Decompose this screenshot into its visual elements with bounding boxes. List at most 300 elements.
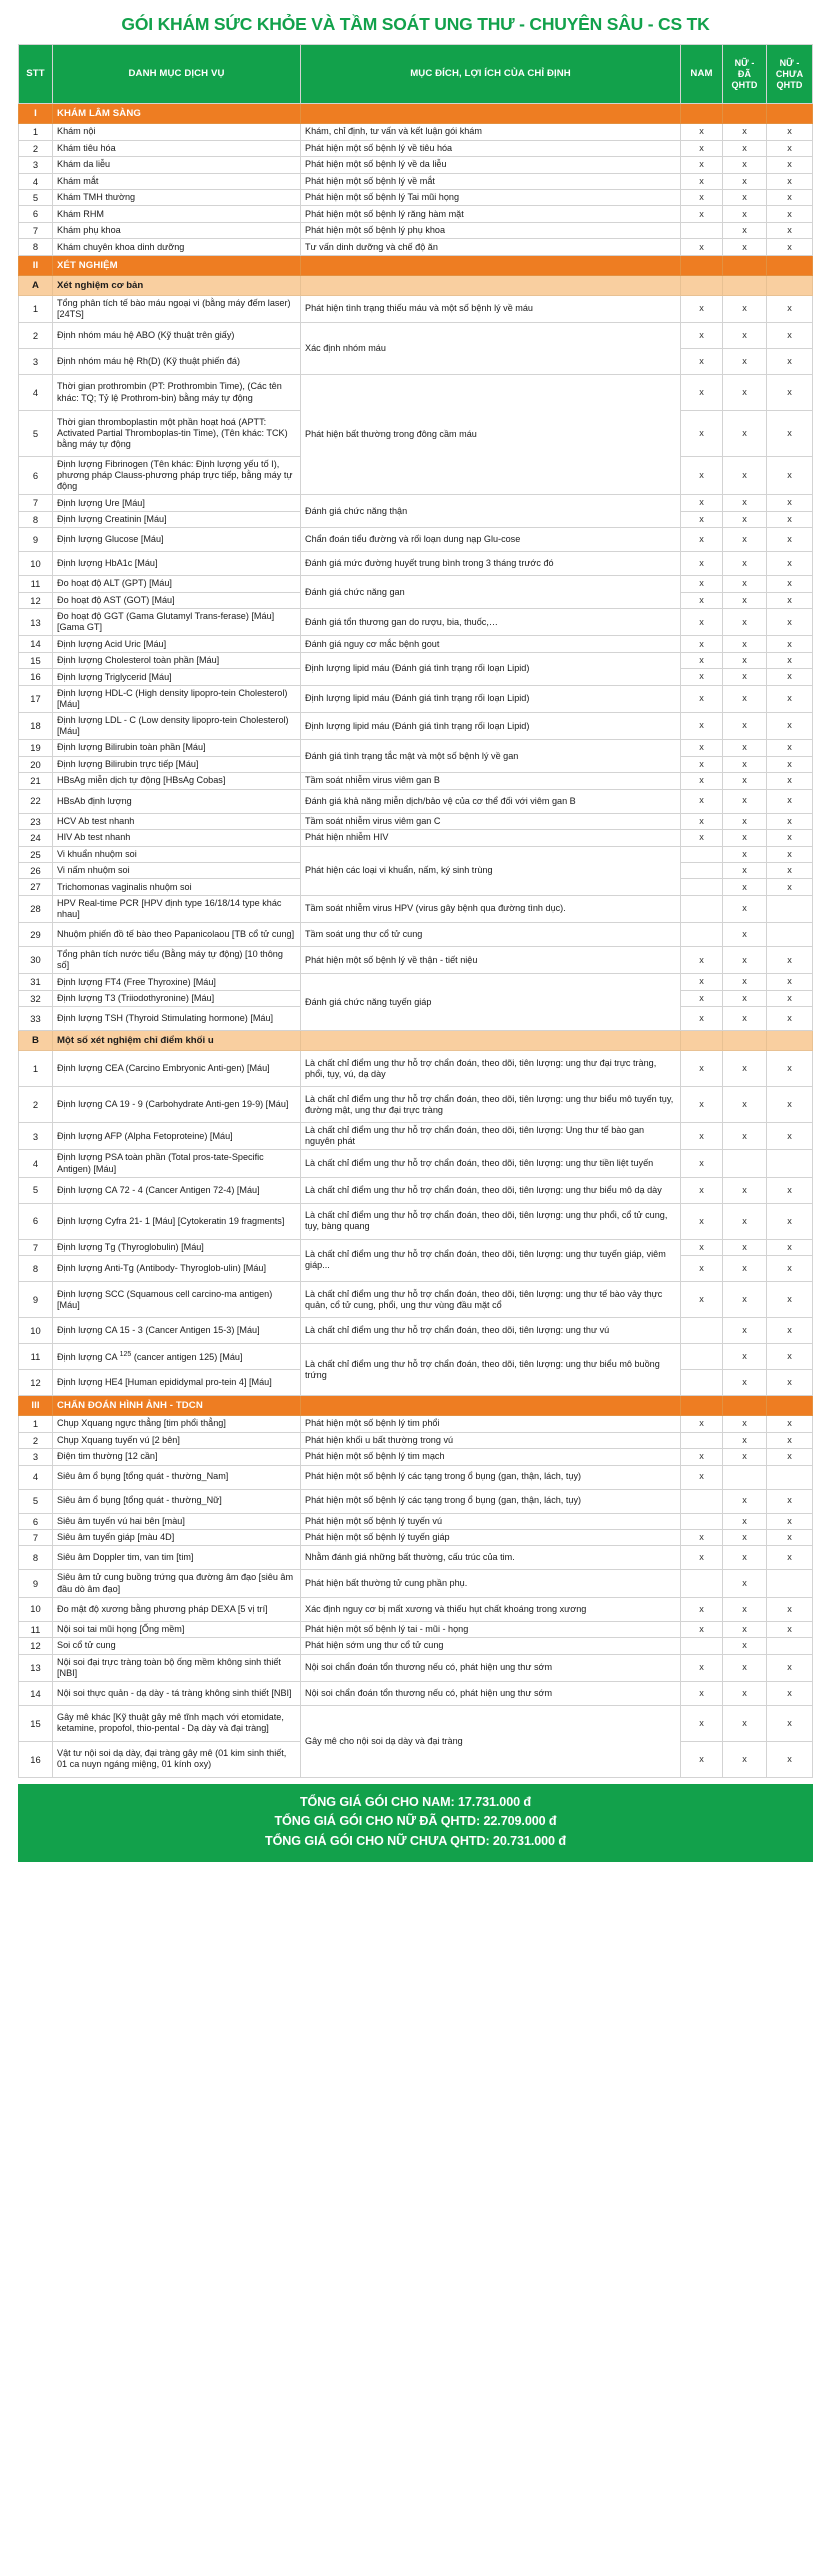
service-name: Chụp Xquang ngực thẳng [tim phổi thẳng] <box>53 1416 301 1432</box>
mark-nu-chua-qhtd: x <box>767 375 813 411</box>
mark-nu-chua-qhtd: x <box>767 1705 813 1741</box>
mark-nu-chua-qhtd <box>767 1150 813 1177</box>
table-row <box>19 685 813 712</box>
service-purpose: Phát hiện một số bệnh lý Tai mũi họng <box>301 190 681 206</box>
service-purpose: Đánh giá tình trạng tắc mật và một số bệnh lý về gan <box>301 740 681 773</box>
table-row <box>19 1123 813 1150</box>
row-number: 6 <box>19 206 53 222</box>
table-row <box>19 1203 813 1239</box>
service-name: Định lượng CA $^{125}$ (cancer antigen 125) [Máu] <box>53 1344 301 1370</box>
row-number: 1 <box>19 295 53 322</box>
mark-nam <box>681 1432 723 1448</box>
service-name: Nội soi thực quản - dạ dày - tá tràng không sinh thiết [NBI] <box>53 1681 301 1705</box>
table-row <box>19 375 813 411</box>
mark-nam <box>681 1513 723 1529</box>
row-number: 25 <box>19 846 53 862</box>
table-row <box>19 222 813 238</box>
service-name: Khám tiêu hóa <box>53 140 301 156</box>
table-row <box>19 923 813 947</box>
mark-nu-chua-qhtd: x <box>767 1741 813 1777</box>
mark-nu-da-qhtd: x <box>723 1051 767 1087</box>
service-name: Định lượng Bilirubin trực tiếp [Máu] <box>53 756 301 772</box>
mark-nu-da-qhtd: x <box>723 1449 767 1465</box>
service-name: Đo hoạt độ AST (GOT) [Máu] <box>53 592 301 608</box>
mark-nam: x <box>681 206 723 222</box>
row-number: 5 <box>19 190 53 206</box>
row-number: 9 <box>19 1570 53 1597</box>
mark-nam: x <box>681 552 723 576</box>
mark-nu-da-qhtd: x <box>723 789 767 813</box>
service-purpose: Phát hiện một số bệnh lý tai - mũi - họng <box>301 1621 681 1637</box>
service-name: Định lượng Glucose [Máu] <box>53 528 301 552</box>
service-name: Thời gian thromboplastin một phần hoạt hoá (APTT: Activated Partial Thromboplas-tin Time), (Tên khác: TCK) bằng máy tự động <box>53 411 301 457</box>
service-purpose: Phát hiện sớm ung thư cổ tử cung <box>301 1638 681 1654</box>
service-name: Định lượng CEA (Carcino Embryonic Anti-gen) [Máu] <box>53 1051 301 1087</box>
total-nu-chua-qhtd: TỔNG GIÁ GÓI CHO NỮ CHƯA QHTD: 20.731.000 đ <box>265 1833 566 1848</box>
total-nam: TỔNG GIÁ GÓI CHO NAM: 17.731.000 đ <box>299 1794 532 1809</box>
service-purpose: Phát hiện một số bệnh lý tuyến giáp <box>301 1529 681 1545</box>
mark-nam: x <box>681 157 723 173</box>
mark-nu-da-qhtd: x <box>723 1177 767 1203</box>
row-number: 23 <box>19 813 53 829</box>
mark-nam: x <box>681 1654 723 1681</box>
service-name: Vi nấm nhuộm soi <box>53 863 301 879</box>
service-name: Khám da liễu <box>53 157 301 173</box>
table-row <box>19 813 813 829</box>
section-mark-nu-da <box>723 275 767 295</box>
mark-nu-da-qhtd: x <box>723 124 767 140</box>
service-name: Định nhóm máu hệ ABO (Kỹ thuật trên giấy) <box>53 323 301 349</box>
section-number: B <box>19 1031 53 1051</box>
mark-nu-chua-qhtd: x <box>767 190 813 206</box>
section-label: Xét nghiệm cơ bản <box>53 275 301 295</box>
service-purpose: Là chất chỉ điểm ung thư hỗ trợ chẩn đoán, theo dõi, tiên lượng: ung thư tuyến giáp, viêm giáp... <box>301 1239 681 1281</box>
mark-nam: x <box>681 789 723 813</box>
row-number: 5 <box>19 411 53 457</box>
service-name: Định lượng PSA toàn phần (Total pros-tate-Specific Antigen) [Máu] <box>53 1150 301 1177</box>
col-header-service: DANH MỤC DỊCH VỤ <box>53 45 301 104</box>
mark-nu-chua-qhtd: x <box>767 1432 813 1448</box>
table-row <box>19 652 813 668</box>
service-purpose: Tầm soát nhiễm virus viêm gan C <box>301 813 681 829</box>
table-row <box>19 1449 813 1465</box>
service-purpose: Tầm soát nhiễm virus viêm gan B <box>301 773 681 789</box>
mark-nu-chua-qhtd: x <box>767 1203 813 1239</box>
row-number: 26 <box>19 863 53 879</box>
mark-nu-chua-qhtd: x <box>767 511 813 527</box>
mark-nam: x <box>681 947 723 974</box>
row-number: 31 <box>19 974 53 990</box>
table-header <box>19 45 813 104</box>
mark-nu-chua-qhtd: x <box>767 124 813 140</box>
table-row <box>19 1621 813 1637</box>
table-row <box>19 846 813 862</box>
service-name: Tổng phân tích nước tiểu (Bằng máy tự động) [10 thông số] <box>53 947 301 974</box>
service-name: Soi cổ tử cung <box>53 1638 301 1654</box>
table-body <box>19 104 813 1778</box>
mark-nu-da-qhtd: x <box>723 1416 767 1432</box>
mark-nu-da-qhtd: x <box>723 990 767 1006</box>
mark-nu-chua-qhtd: x <box>767 846 813 862</box>
service-name: Định lượng Fibrinogen (Tên khác: Định lượng yếu tố I), phương pháp Clauss-phương pháp trực tiếp, bằng máy tự động <box>53 457 301 495</box>
mark-nam <box>681 1344 723 1370</box>
service-name: Định lượng CA 72 - 4 (Cancer Antigen 72-4) [Máu] <box>53 1177 301 1203</box>
mark-nam: x <box>681 1123 723 1150</box>
row-number: 1 <box>19 124 53 140</box>
row-number: 4 <box>19 1465 53 1489</box>
table-row <box>19 239 813 255</box>
mark-nu-da-qhtd: x <box>723 592 767 608</box>
service-name: Nhuộm phiến đồ tế bào theo Papanicolaou [TB cổ tử cung] <box>53 923 301 947</box>
mark-nu-da-qhtd: x <box>723 1489 767 1513</box>
row-number: 28 <box>19 895 53 922</box>
mark-nu-chua-qhtd: x <box>767 411 813 457</box>
mark-nu-da-qhtd: x <box>723 157 767 173</box>
table-row <box>19 1513 813 1529</box>
service-name: Định lượng HbA1c [Máu] <box>53 552 301 576</box>
mark-nu-da-qhtd: x <box>723 457 767 495</box>
mark-nu-da-qhtd: x <box>723 1344 767 1370</box>
table-row <box>19 1654 813 1681</box>
mark-nu-da-qhtd: x <box>723 295 767 322</box>
superscript-125: 125 <box>119 1350 132 1358</box>
section-row <box>19 1396 813 1416</box>
mark-nu-da-qhtd: x <box>723 846 767 862</box>
row-number: 1 <box>19 1051 53 1087</box>
mark-nam <box>681 846 723 862</box>
mark-nam: x <box>681 323 723 349</box>
table-row <box>19 295 813 322</box>
mark-nu-da-qhtd: x <box>723 1597 767 1621</box>
mark-nu-da-qhtd: x <box>723 685 767 712</box>
service-name: HIV Ab test nhanh <box>53 830 301 846</box>
mark-nu-chua-qhtd: x <box>767 140 813 156</box>
row-number: 8 <box>19 1546 53 1570</box>
mark-nam: x <box>681 974 723 990</box>
mark-nu-da-qhtd: x <box>723 773 767 789</box>
mark-nam <box>681 1489 723 1513</box>
mark-nam: x <box>681 1681 723 1705</box>
service-purpose: Nội soi chẩn đoán tổn thương nếu có, phát hiện ung thư sớm <box>301 1654 681 1681</box>
mark-nu-chua-qhtd <box>767 1465 813 1489</box>
mark-nu-chua-qhtd: x <box>767 1256 813 1282</box>
row-number: 5 <box>19 1177 53 1203</box>
section-mark-nu-da <box>723 1031 767 1051</box>
mark-nu-chua-qhtd: x <box>767 990 813 1006</box>
mark-nu-chua-qhtd: x <box>767 863 813 879</box>
total-nu-da-qhtd: TỔNG GIÁ GÓI CHO NỮ ĐÃ QHTD: 22.709.000 đ <box>274 1814 557 1829</box>
section-number: I <box>19 104 53 124</box>
mark-nu-chua-qhtd: x <box>767 1239 813 1255</box>
mark-nam <box>681 863 723 879</box>
table-row <box>19 1087 813 1123</box>
mark-nam: x <box>681 495 723 511</box>
service-purpose: Đánh giá nguy cơ mắc bệnh gout <box>301 636 681 652</box>
table-row <box>19 1546 813 1570</box>
mark-nu-chua-qhtd: x <box>767 740 813 756</box>
service-name: Định lượng Anti-Tg (Antibody- Thyroglob-ulin) [Máu] <box>53 1256 301 1282</box>
service-name: Khám TMH thường <box>53 190 301 206</box>
service-name: Định lượng CA 19 - 9 (Carbohydrate Anti-gen 19-9) [Máu] <box>53 1087 301 1123</box>
row-number: 33 <box>19 1007 53 1031</box>
mark-nu-da-qhtd: x <box>723 349 767 375</box>
service-name: Định lượng Creatinin [Máu] <box>53 511 301 527</box>
row-number: 7 <box>19 1529 53 1545</box>
service-purpose: Phát hiện một số bệnh lý về da liễu <box>301 157 681 173</box>
service-name: Siêu âm ổ bụng [tổng quát - thường_Nam] <box>53 1465 301 1489</box>
table-row <box>19 830 813 846</box>
row-number: 30 <box>19 947 53 974</box>
service-name: Siêu âm tử cung buồng trứng qua đường âm đạo [siêu âm đầu dò âm đạo] <box>53 1570 301 1597</box>
row-number: 2 <box>19 140 53 156</box>
row-number: 4 <box>19 375 53 411</box>
row-number: 13 <box>19 1654 53 1681</box>
table-row <box>19 1282 813 1318</box>
section-mark-nu-da <box>723 1396 767 1416</box>
row-number: 6 <box>19 1513 53 1529</box>
table-row <box>19 773 813 789</box>
table-row <box>19 140 813 156</box>
table-row <box>19 1051 813 1087</box>
mark-nam: x <box>681 140 723 156</box>
mark-nu-da-qhtd: x <box>723 1570 767 1597</box>
mark-nu-chua-qhtd: x <box>767 1513 813 1529</box>
service-name: HCV Ab test nhanh <box>53 813 301 829</box>
table-row <box>19 495 813 511</box>
mark-nu-da-qhtd: x <box>723 756 767 772</box>
mark-nam <box>681 895 723 922</box>
table-row <box>19 124 813 140</box>
mark-nu-da-qhtd: x <box>723 1203 767 1239</box>
mark-nam: x <box>681 740 723 756</box>
service-name: Định lượng SCC (Squamous cell carcino-ma antigen) [Máu] <box>53 1282 301 1318</box>
section-label: CHẨN ĐOÁN HÌNH ẢNH - TDCN <box>53 1396 301 1416</box>
service-purpose: Phát hiện một số bệnh lý về mắt <box>301 173 681 189</box>
section-mark-nu-chua <box>767 1396 813 1416</box>
mark-nu-chua-qhtd: x <box>767 1318 813 1344</box>
table-row <box>19 1239 813 1255</box>
row-number: 16 <box>19 1741 53 1777</box>
service-name: Siêu âm ổ bụng [tổng quát - thường_Nữ] <box>53 1489 301 1513</box>
mark-nu-chua-qhtd: x <box>767 1282 813 1318</box>
section-row <box>19 104 813 124</box>
mark-nu-chua-qhtd: x <box>767 1087 813 1123</box>
section-spacer <box>301 104 681 124</box>
mark-nu-da-qhtd: x <box>723 652 767 668</box>
row-number: 8 <box>19 239 53 255</box>
service-purpose: Phát hiện một số bệnh lý về tiêu hóa <box>301 140 681 156</box>
row-number: 6 <box>19 457 53 495</box>
row-number: 4 <box>19 173 53 189</box>
mark-nam: x <box>681 1239 723 1255</box>
service-purpose: Định lượng lipid máu (Đánh giá tình trạng rối loạn Lipid) <box>301 685 681 712</box>
row-number: 8 <box>19 1256 53 1282</box>
row-number: 9 <box>19 528 53 552</box>
row-number: 15 <box>19 1705 53 1741</box>
mark-nam: x <box>681 1597 723 1621</box>
mark-nu-da-qhtd: x <box>723 1239 767 1255</box>
mark-nam: x <box>681 1087 723 1123</box>
service-name: Vật tư nội soi dạ dày, đại tràng gây mê (01 kim sinh thiết, 01 ca nuyn ngáng miệng, 01 kính oxy) <box>53 1741 301 1777</box>
mark-nu-da-qhtd: x <box>723 173 767 189</box>
col-header-nu-da-qhtd: NỮ - ĐÃ QHTD <box>723 45 767 104</box>
row-number: 10 <box>19 1318 53 1344</box>
mark-nu-chua-qhtd: x <box>767 222 813 238</box>
mark-nam <box>681 1570 723 1597</box>
mark-nu-chua-qhtd: x <box>767 947 813 974</box>
mark-nu-da-qhtd: x <box>723 222 767 238</box>
col-header-stt: STT <box>19 45 53 104</box>
mark-nu-chua-qhtd: x <box>767 528 813 552</box>
mark-nu-da-qhtd: x <box>723 1529 767 1545</box>
mark-nu-chua-qhtd: x <box>767 1654 813 1681</box>
mark-nu-chua-qhtd: x <box>767 1051 813 1087</box>
mark-nu-chua-qhtd: x <box>767 1546 813 1570</box>
service-name: Tổng phân tích tế bào máu ngoại vi (bằng máy đếm laser) [24TS] <box>53 295 301 322</box>
row-number: 16 <box>19 669 53 685</box>
service-purpose: Tầm soát nhiễm virus HPV (virus gây bệnh qua đường tình dục). <box>301 895 681 922</box>
mark-nu-da-qhtd: x <box>723 923 767 947</box>
col-header-purpose: MỤC ĐÍCH, LỢI ÍCH CỦA CHỈ ĐỊNH <box>301 45 681 104</box>
header-row <box>19 45 813 104</box>
mark-nam <box>681 879 723 895</box>
service-purpose: Tầm soát ung thư cổ tử cung <box>301 923 681 947</box>
section-mark-nu-da <box>723 104 767 124</box>
service-name: Điện tim thường [12 cần] <box>53 1449 301 1465</box>
section-label: XÉT NGHIỆM <box>53 255 301 275</box>
mark-nam: x <box>681 636 723 652</box>
mark-nu-chua-qhtd: x <box>767 974 813 990</box>
table-row <box>19 974 813 990</box>
service-name: Định lượng Cyfra 21- 1 [Máu] [Cytokeratin 19 fragments] <box>53 1203 301 1239</box>
service-purpose: Là chất chỉ điểm ung thư hỗ trợ chẩn đoán, theo dõi, tiên lượng: ung thư biểu mô buồng trứng <box>301 1344 681 1396</box>
mark-nam: x <box>681 1256 723 1282</box>
table-row <box>19 552 813 576</box>
row-number: 22 <box>19 789 53 813</box>
service-name: Đo mật độ xương bằng phương pháp DEXA [5 vị trí] <box>53 1597 301 1621</box>
row-number: 4 <box>19 1150 53 1177</box>
mark-nu-da-qhtd: x <box>723 947 767 974</box>
service-name: Chụp Xquang tuyến vú [2 bên] <box>53 1432 301 1448</box>
section-mark-nam <box>681 1031 723 1051</box>
mark-nam: x <box>681 1051 723 1087</box>
mark-nu-chua-qhtd: x <box>767 669 813 685</box>
section-spacer <box>301 275 681 295</box>
section-mark-nam <box>681 275 723 295</box>
service-name: Siêu âm tuyến giáp [màu 4D] <box>53 1529 301 1545</box>
table-row <box>19 576 813 592</box>
row-number: 17 <box>19 685 53 712</box>
mark-nu-chua-qhtd <box>767 1570 813 1597</box>
mark-nu-da-qhtd: x <box>723 576 767 592</box>
service-purpose: Nhằm đánh giá những bất thường, cấu trúc của tim. <box>301 1546 681 1570</box>
mark-nu-chua-qhtd: x <box>767 592 813 608</box>
section-label: KHÁM LÂM SÀNG <box>53 104 301 124</box>
row-number: 2 <box>19 1087 53 1123</box>
service-purpose: Phát hiện bất thường trong đông cầm máu <box>301 375 681 495</box>
mark-nu-chua-qhtd: x <box>767 1621 813 1637</box>
service-name: Định lượng CA 15 - 3 (Cancer Antigen 15-3) [Máu] <box>53 1318 301 1344</box>
service-name: Định lượng HE4 [Human epididymal pro-tein 4] [Máu] <box>53 1370 301 1396</box>
mark-nu-da-qhtd: x <box>723 239 767 255</box>
mark-nam <box>681 923 723 947</box>
mark-nam: x <box>681 1621 723 1637</box>
mark-nam: x <box>681 124 723 140</box>
mark-nu-chua-qhtd: x <box>767 756 813 772</box>
table-row <box>19 895 813 922</box>
service-name: Đo hoạt độ GGT (Gama Glutamyl Trans-ferase) [Máu] [Gama GT] <box>53 609 301 636</box>
mark-nu-chua-qhtd: x <box>767 1007 813 1031</box>
mark-nu-chua-qhtd: x <box>767 1681 813 1705</box>
mark-nu-chua-qhtd: x <box>767 1449 813 1465</box>
service-name: Định lượng HDL-C (High density lipopro-tein Cholesterol) [Máu] <box>53 685 301 712</box>
row-number: 14 <box>19 1681 53 1705</box>
mark-nu-da-qhtd: x <box>723 1513 767 1529</box>
row-number: 10 <box>19 552 53 576</box>
table-row <box>19 1489 813 1513</box>
mark-nam: x <box>681 528 723 552</box>
service-name: Gây mê khác [Kỹ thuật gây mê tĩnh mạch với etomidate, ketamine, propofol, thio-pental - Dạ dày và đại tràng] <box>53 1705 301 1741</box>
row-number: 9 <box>19 1282 53 1318</box>
mark-nu-da-qhtd: x <box>723 1741 767 1777</box>
mark-nu-chua-qhtd: x <box>767 173 813 189</box>
service-purpose: Gây mê cho nội soi dạ dày và đại tràng <box>301 1705 681 1777</box>
mark-nu-da-qhtd: x <box>723 1681 767 1705</box>
service-name: Khám chuyên khoa dinh dưỡng <box>53 239 301 255</box>
row-number: 19 <box>19 740 53 756</box>
service-name: Khám RHM <box>53 206 301 222</box>
service-purpose: Phát hiện một số bệnh lý tim phổi <box>301 1416 681 1432</box>
mark-nu-da-qhtd: x <box>723 140 767 156</box>
service-name: Đo hoạt độ ALT (GPT) [Máu] <box>53 576 301 592</box>
mark-nam: x <box>681 609 723 636</box>
mark-nam: x <box>681 1416 723 1432</box>
row-number: 12 <box>19 1370 53 1396</box>
mark-nu-da-qhtd: x <box>723 813 767 829</box>
row-number: 3 <box>19 1123 53 1150</box>
section-row <box>19 255 813 275</box>
mark-nu-chua-qhtd: x <box>767 685 813 712</box>
service-purpose: Đánh giá chức năng thận <box>301 495 681 528</box>
mark-nu-da-qhtd: x <box>723 495 767 511</box>
row-number: 2 <box>19 323 53 349</box>
mark-nu-chua-qhtd: x <box>767 576 813 592</box>
mark-nam: x <box>681 1741 723 1777</box>
mark-nam: x <box>681 685 723 712</box>
service-name: Định lượng AFP (Alpha Fetoproteine) [Máu] <box>53 1123 301 1150</box>
row-number: 12 <box>19 1638 53 1654</box>
service-name: Định lượng LDL - C (Low density lipopro-tein Cholesterol) [Máu] <box>53 713 301 740</box>
mark-nu-chua-qhtd: x <box>767 157 813 173</box>
row-number: 3 <box>19 349 53 375</box>
table-row <box>19 1150 813 1177</box>
mark-nam <box>681 1370 723 1396</box>
mark-nu-da-qhtd: x <box>723 863 767 879</box>
mark-nu-chua-qhtd: x <box>767 552 813 576</box>
mark-nam: x <box>681 375 723 411</box>
row-number: 13 <box>19 609 53 636</box>
mark-nu-chua-qhtd: x <box>767 206 813 222</box>
mark-nu-chua-qhtd: x <box>767 636 813 652</box>
mark-nam: x <box>681 1150 723 1177</box>
mark-nu-chua-qhtd: x <box>767 1344 813 1370</box>
mark-nam: x <box>681 1449 723 1465</box>
service-purpose: Phát hiện tình trạng thiếu máu và một số bệnh lý về máu <box>301 295 681 322</box>
service-name: Thời gian prothrombin (PT: Prothrombin Time), (Các tên khác: TQ; Tỷ lệ Prothrom-bin) bằng máy tự động <box>53 375 301 411</box>
mark-nam: x <box>681 592 723 608</box>
mark-nam: x <box>681 1177 723 1203</box>
mark-nu-chua-qhtd: x <box>767 1123 813 1150</box>
